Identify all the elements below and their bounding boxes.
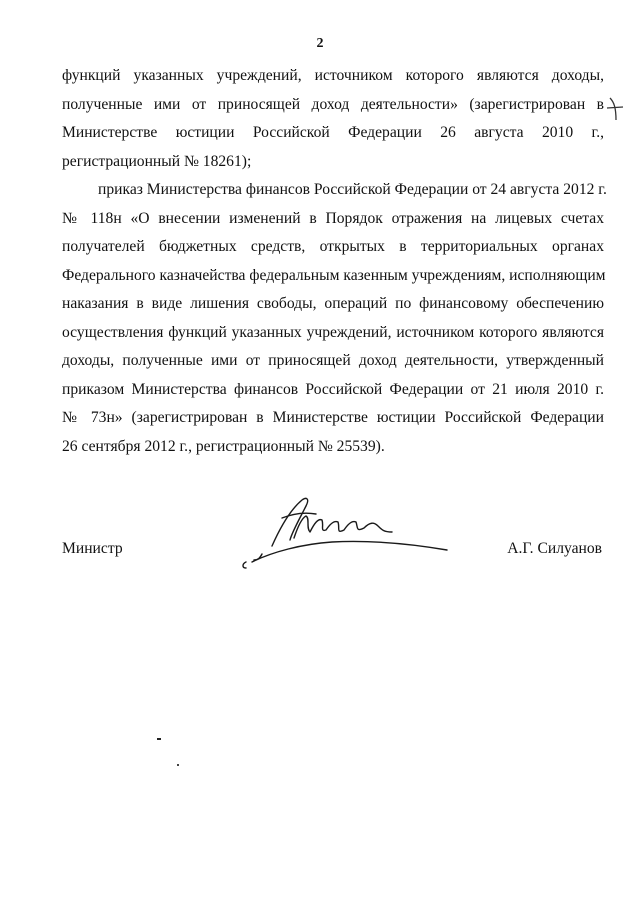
paragraph-order-118n (62, 176, 607, 461)
handwritten-signature (232, 488, 462, 580)
text-line: Министерстве юстиции Российской Федерации 26 августа 2010 г., (62, 124, 604, 141)
text-line: № 73н» (зарегистрирован в Министерстве юстиции Российской Федерации (62, 409, 604, 426)
signature-block (62, 540, 602, 560)
scan-speck (177, 764, 179, 766)
text-line: наказания в виде лишения свободы, операций по финансовому обеспечению (62, 295, 604, 312)
signer-title: Министр (62, 540, 123, 557)
document-body (62, 62, 607, 461)
text-line: Федерального казначейства федеральным казенным учреждениям, исполняющим (62, 266, 606, 284)
text-line: полученные ими от приносящей доход деятельности» (зарегистрирован в (62, 95, 604, 113)
paragraph-continuation (62, 62, 604, 176)
handwritten-margin-mark (604, 94, 626, 124)
text-line: доходы, полученные ими от приносящей доход деятельности, утвержденный (62, 352, 604, 369)
text-line: приказ Министерства финансов Российской Федерации от 24 августа 2012 г. (98, 181, 607, 198)
text-line: функций указанных учреждений, источником которого являются доходы, (62, 67, 604, 84)
text-line: получателей бюджетных средств, открытых в территориальных органах (62, 238, 604, 255)
text-line: 26 сентября 2012 г., регистрационный № 25539). (62, 437, 385, 455)
page-number: 2 (316, 36, 324, 51)
signer-name: А.Г. Силуанов (507, 540, 602, 557)
scan-speck (157, 738, 161, 740)
text-line: регистрационный № 18261); (62, 152, 252, 170)
text-line: приказом Министерства финансов Российской Федерации от 21 июля 2010 г. (62, 380, 604, 398)
text-line: осуществления функций указанных учреждений, источником которого являются (62, 323, 604, 341)
text-line: № 118н «О внесении изменений в Порядок отражения на лицевых счетах (62, 209, 604, 227)
